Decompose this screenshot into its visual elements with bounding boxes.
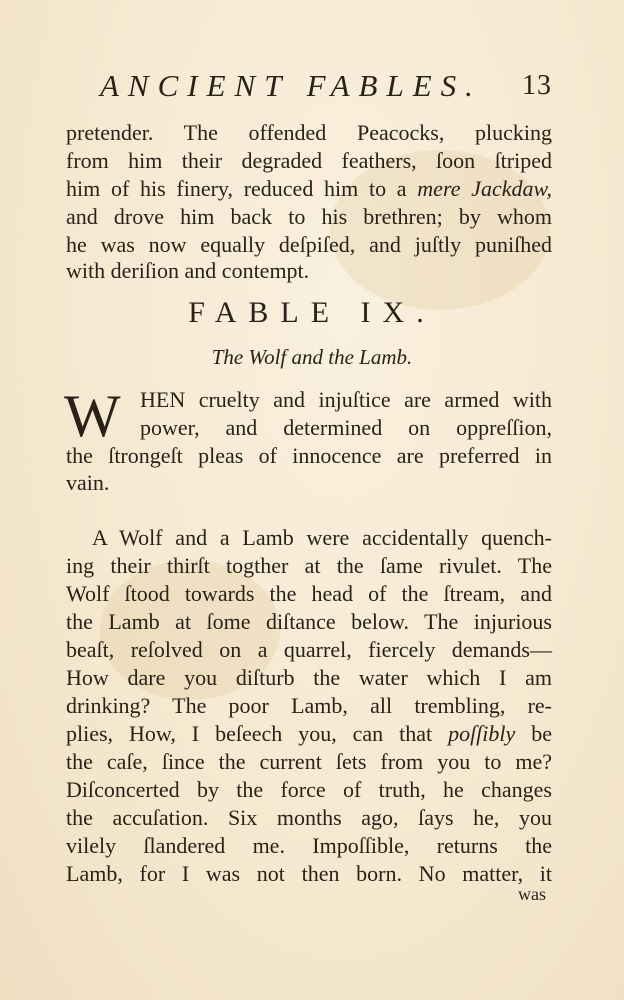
text-line: pretender. The offended Peacocks, plucking [66, 120, 552, 145]
text-segment: him of his finery, reduced him to a [66, 176, 418, 201]
fable-subtitle: The Wolf and the Lamb. [211, 345, 413, 369]
story-line: the caſe, ſince the current ſets from you to me? [66, 749, 552, 774]
story-line: Diſconcerted by the force of truth, he changes [66, 777, 552, 802]
catchword: was [518, 884, 546, 904]
story-line: Wolf ſtood towards the head of the ſtream, and [66, 581, 552, 606]
story-line: vilely ſlandered me. Impoſſible, returns the [66, 833, 552, 858]
story-line: A Wolf and a Lamb were accidentally quench- [92, 525, 552, 550]
story-line: Lamb, for I was not then born. No matter, it [66, 861, 552, 886]
text-line: he was now equally deſpiſed, and juſtly puniſhed [66, 232, 552, 257]
moral-line: power, and determined on oppreſſion, [140, 415, 552, 440]
story-line: How dare you diſturb the water which I am [66, 665, 552, 690]
text-line: with deriſion and contempt. [66, 258, 310, 283]
story-line: ing their thirſt togther at the ſame rivulet. The [66, 553, 552, 578]
text-line [66, 176, 552, 202]
running-title: ANCIENT FABLES. [100, 68, 482, 103]
story-line: the accuſation. Six months ago, ſays he, you [66, 805, 552, 830]
drop-capital: W [64, 383, 121, 449]
story-line: the Lamb at ſome diſtance below. The injurious [66, 609, 552, 634]
story-line: drinking? The poor Lamb, all trembling, re- [66, 693, 552, 718]
running-header [100, 68, 570, 108]
fable-heading: FABLE IX. [188, 296, 436, 329]
text-line: from him their degraded feathers, ſoon ſtriped [66, 148, 552, 173]
text-segment: be [515, 721, 552, 746]
page-number: 13 [522, 70, 552, 101]
italic-phrase: poſſibly [448, 721, 516, 746]
paper-stain [330, 150, 553, 310]
moral-line: HEN cruelty and injuſtice are armed with [140, 387, 552, 412]
story-line: beaſt, reſolved on a quarrel, fiercely demands— [66, 637, 552, 662]
moral-line: vain. [66, 470, 110, 495]
story-line [66, 721, 552, 747]
italic-phrase: mere Jackdaw, [417, 176, 553, 201]
moral-line: the ſtrongeſt pleas of innocence are preferred in [66, 443, 552, 468]
text-line: and drove him back to his brethren; by whom [66, 204, 552, 229]
text-segment: plies, How, I beſeech you, can that [66, 721, 449, 746]
